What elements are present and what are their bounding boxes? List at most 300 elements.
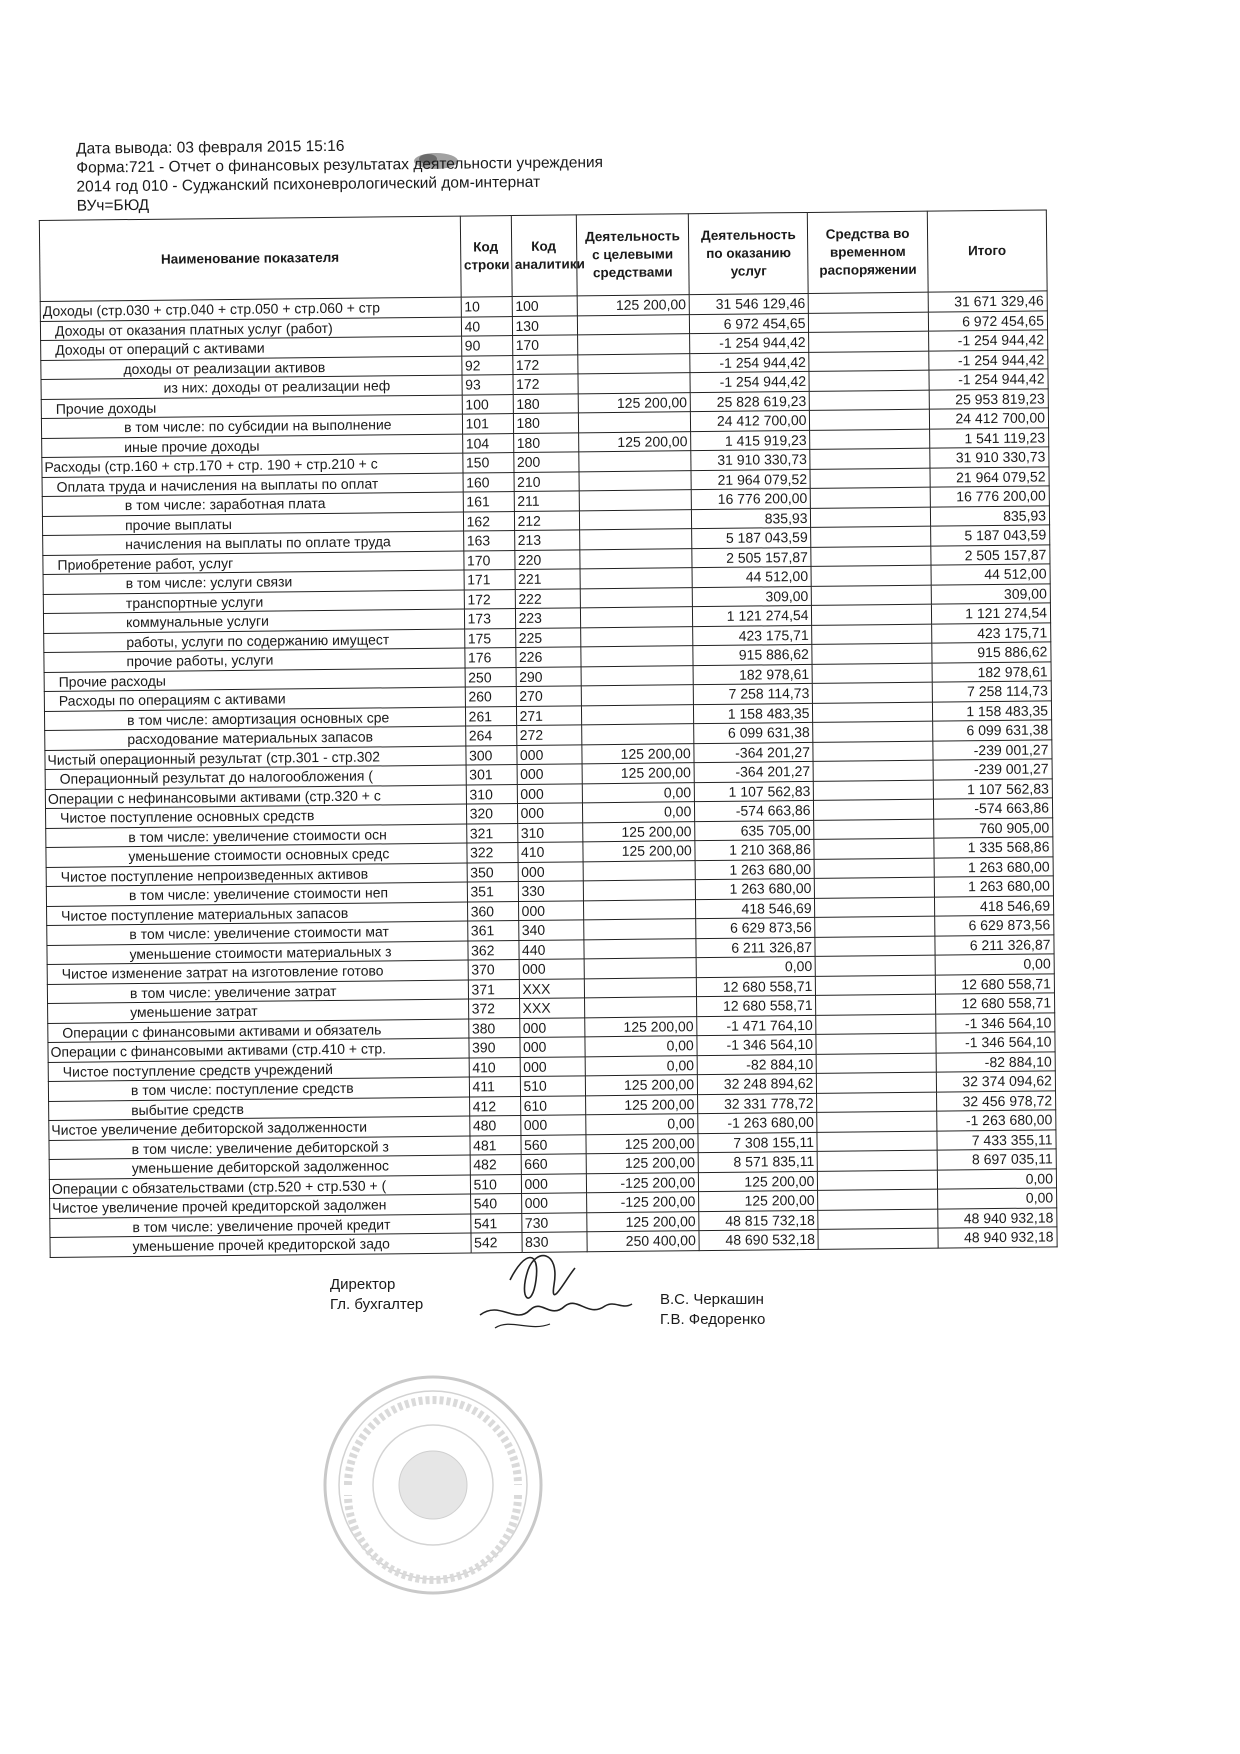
row-analytic-code: XXX [519, 998, 584, 1018]
row-temporary-funds [814, 760, 933, 781]
row-code: 104 [462, 433, 513, 453]
row-temporary-funds [817, 1053, 936, 1074]
row-code: 264 [465, 726, 516, 746]
row-analytic-code: 000 [520, 1115, 585, 1135]
row-name: иные прочие доходы [42, 434, 463, 458]
row-name: Расходы по операциям с активами [44, 687, 465, 711]
row-target-funds [578, 373, 691, 394]
row-total: 48 940 932,18 [937, 1207, 1056, 1228]
row-name: уменьшение стоимости материальных з [47, 941, 468, 965]
row-analytic-code: 172 [512, 354, 577, 374]
row-code: 320 [466, 804, 517, 824]
row-target-funds: 0,00 [582, 782, 695, 803]
row-total: 1 335 568,86 [934, 837, 1053, 858]
row-code: 260 [465, 687, 516, 707]
row-analytic-code: 225 [515, 627, 580, 647]
row-name: Прочие доходы [41, 395, 462, 419]
report-sheet [38, 129, 1070, 1257]
row-total: -574 663,86 [933, 798, 1052, 819]
row-temporary-funds [817, 1092, 936, 1113]
row-temporary-funds [815, 916, 934, 937]
official-seal [318, 1370, 548, 1600]
row-services-funds: 48 690 532,18 [699, 1229, 818, 1250]
row-temporary-funds [810, 429, 929, 450]
row-services-funds: 423 175,71 [693, 625, 812, 646]
row-services-funds: 309,00 [692, 586, 811, 607]
signature-titles [330, 1275, 423, 1315]
row-analytic-code: 310 [517, 822, 582, 842]
row-target-funds [579, 548, 692, 569]
row-services-funds: 6 099 631,38 [694, 722, 813, 743]
row-name: Прочие расходы [44, 668, 465, 692]
row-target-funds [583, 860, 696, 881]
row-total: -1 346 564,10 [936, 1032, 1055, 1053]
row-total: 44 512,00 [931, 564, 1050, 585]
row-services-funds: 48 815 732,18 [699, 1210, 818, 1231]
row-code: 362 [467, 940, 518, 960]
row-target-funds [579, 470, 692, 491]
row-temporary-funds [818, 1209, 937, 1230]
row-target-funds: 250 400,00 [586, 1231, 699, 1252]
row-total: -239 001,27 [933, 739, 1052, 760]
row-total: 5 187 043,59 [930, 525, 1049, 546]
row-total: 25 953 819,23 [929, 388, 1048, 409]
row-code: 541 [470, 1213, 521, 1233]
row-total: 32 456 978,72 [936, 1090, 1055, 1111]
row-name: уменьшение дебиторской задолженнос [49, 1155, 470, 1179]
row-total: 1 263 680,00 [934, 876, 1053, 897]
row-name: в том числе: увеличение стоимости мат [47, 921, 468, 945]
row-name: коммунальные услуги [43, 609, 464, 633]
row-target-funds [580, 587, 693, 608]
row-name: в том числе: увеличение затрат [47, 980, 468, 1004]
row-services-funds: 1 210 368,86 [695, 839, 814, 860]
row-temporary-funds [811, 507, 930, 528]
row-total: 31 671 329,46 [928, 291, 1047, 312]
row-analytic-code: 210 [514, 471, 579, 491]
row-target-funds [584, 997, 697, 1018]
row-total: 182 978,61 [932, 661, 1051, 682]
row-temporary-funds [814, 819, 933, 840]
row-name: уменьшение прочей кредиторской задо [50, 1233, 471, 1257]
row-code: 171 [464, 570, 515, 590]
row-services-funds: 1 158 483,35 [694, 703, 813, 724]
row-temporary-funds [813, 721, 932, 742]
row-analytic-code: 226 [515, 647, 580, 667]
row-analytic-code: 830 [521, 1232, 586, 1252]
row-services-funds: 635 705,00 [695, 820, 814, 841]
row-services-funds: 31 910 330,73 [691, 449, 810, 470]
row-services-funds: -1 263 680,00 [698, 1112, 817, 1133]
row-temporary-funds [814, 838, 933, 859]
row-target-funds [578, 412, 691, 433]
row-services-funds: -1 471 764,10 [697, 1015, 816, 1036]
row-name: начисления на выплаты по оплате труда [43, 531, 464, 555]
row-name: Приобретение работ, услуг [43, 551, 464, 575]
row-analytic-code: 180 [513, 413, 578, 433]
row-temporary-funds [811, 487, 930, 508]
row-total: 760 905,00 [933, 817, 1052, 838]
row-code: 390 [468, 1038, 519, 1058]
row-analytic-code: 340 [518, 920, 583, 940]
row-temporary-funds [811, 546, 930, 567]
row-analytic-code: 000 [517, 764, 582, 784]
row-total: 423 175,71 [931, 622, 1050, 643]
row-analytic-code: 100 [512, 296, 577, 316]
table-body [40, 291, 1057, 1257]
row-code: 175 [464, 628, 515, 648]
row-total: 1 121 274,54 [931, 603, 1050, 624]
row-temporary-funds [815, 936, 934, 957]
row-analytic-code: 130 [512, 315, 577, 335]
row-total: -1 263 680,00 [936, 1110, 1055, 1131]
row-analytic-code: 000 [517, 783, 582, 803]
row-temporary-funds [816, 975, 935, 996]
row-temporary-funds [816, 1033, 935, 1054]
row-temporary-funds [815, 877, 934, 898]
row-target-funds: 0,00 [582, 802, 695, 823]
row-target-funds: 125 200,00 [582, 821, 695, 842]
row-code: 10 [461, 297, 512, 317]
row-code: 351 [467, 882, 518, 902]
row-total: 2 505 157,87 [931, 544, 1050, 565]
row-name: из них: доходы от реализации неф [41, 375, 462, 399]
row-analytic-code: 000 [520, 1056, 585, 1076]
row-temporary-funds [814, 780, 933, 801]
row-code: 101 [462, 414, 513, 434]
row-name: доходы от реализации активов [41, 356, 462, 380]
row-target-funds: 125 200,00 [582, 841, 695, 862]
row-total: 6 211 326,87 [935, 934, 1054, 955]
column-header: Код аналитики [511, 215, 577, 297]
row-analytic-code: 000 [521, 1173, 586, 1193]
row-services-funds: -82 884,10 [697, 1054, 816, 1075]
row-target-funds [579, 529, 692, 550]
row-services-funds: 125 200,00 [699, 1171, 818, 1192]
row-name: прочие работы, услуги [44, 648, 465, 672]
institution-line: 2014 год 010 - Суджанский психоневрологический дом-интернат [76, 173, 541, 196]
row-services-funds: 125 200,00 [699, 1190, 818, 1211]
row-code: 310 [466, 784, 517, 804]
column-header: Деятельность по оказанию услуг [689, 212, 809, 294]
row-target-funds [584, 958, 697, 979]
row-services-funds: 182 978,61 [693, 664, 812, 685]
row-target-funds [580, 646, 693, 667]
row-target-funds: 125 200,00 [581, 743, 694, 764]
row-name: Оплата труда и начисления на выплаты по оплат [42, 473, 463, 497]
row-analytic-code: 211 [514, 491, 579, 511]
row-analytic-code: 330 [518, 881, 583, 901]
row-services-funds: -1 346 564,10 [697, 1034, 816, 1055]
row-target-funds [581, 665, 694, 686]
row-analytic-code: 660 [521, 1154, 586, 1174]
row-temporary-funds [818, 1189, 937, 1210]
row-temporary-funds [809, 370, 928, 391]
row-code: 361 [467, 921, 518, 941]
row-analytic-code: 000 [518, 861, 583, 881]
row-target-funds [580, 568, 693, 589]
row-total: 0,00 [937, 1168, 1056, 1189]
row-total: 835,93 [930, 505, 1049, 526]
row-total: 6 629 873,56 [934, 915, 1053, 936]
row-code: 176 [464, 648, 515, 668]
row-services-funds: 1 107 562,83 [695, 781, 814, 802]
row-analytic-code: 410 [517, 842, 582, 862]
row-temporary-funds [812, 585, 931, 606]
row-services-funds: -364 201,27 [694, 761, 813, 782]
signature-names [660, 1290, 765, 1330]
row-services-funds: -1 254 944,42 [690, 332, 809, 353]
row-name: Чистое изменение затрат на изготовление готово [47, 960, 468, 984]
accountant-name: Г.В. Федоренко [660, 1311, 766, 1328]
row-total: 24 412 700,00 [929, 408, 1048, 429]
row-name: в том числе: увеличение прочей кредит [50, 1214, 471, 1238]
row-total: 8 697 035,11 [937, 1149, 1056, 1170]
row-code: 172 [464, 589, 515, 609]
row-name: Доходы от операций с активами [41, 336, 462, 360]
row-target-funds: 125 200,00 [578, 392, 691, 413]
row-temporary-funds [813, 702, 932, 723]
row-target-funds [583, 899, 696, 920]
row-code: 372 [468, 999, 519, 1019]
row-name: уменьшение затрат [48, 999, 469, 1023]
row-services-funds: -574 663,86 [695, 800, 814, 821]
row-total: -1 346 564,10 [935, 1012, 1054, 1033]
row-target-funds [583, 938, 696, 959]
row-code: 482 [470, 1155, 521, 1175]
row-analytic-code: 000 [518, 900, 583, 920]
row-name: Доходы (стр.030 + стр.040 + стр.050 + стр.060 + стр [40, 297, 461, 321]
form-title: Форма:721 - Отчет о финансовых результатах деятельности учреждения [76, 154, 604, 177]
row-target-funds: 125 200,00 [577, 295, 690, 316]
row-name: в том числе: заработная плата [42, 492, 463, 516]
row-total: 12 680 558,71 [935, 993, 1054, 1014]
row-services-funds: 21 964 079,52 [691, 469, 810, 490]
row-services-funds: -1 254 944,42 [690, 371, 809, 392]
row-name: Чистое увеличение дебиторской задолженности [49, 1116, 470, 1140]
row-services-funds: 16 776 200,00 [691, 488, 810, 509]
row-total: 32 374 094,62 [936, 1071, 1055, 1092]
row-total: 1 541 119,23 [929, 427, 1048, 448]
row-temporary-funds [816, 994, 935, 1015]
row-target-funds [578, 451, 691, 472]
row-services-funds: 8 571 835,11 [698, 1151, 817, 1172]
row-services-funds: 915 886,62 [693, 644, 812, 665]
row-temporary-funds [812, 643, 931, 664]
row-name: работы, услуги по содержанию имущест [44, 629, 465, 653]
row-code: 161 [463, 492, 514, 512]
row-target-funds: 125 200,00 [582, 763, 695, 784]
row-temporary-funds [810, 390, 929, 411]
row-analytic-code: 290 [516, 666, 581, 686]
row-temporary-funds [815, 897, 934, 918]
row-target-funds: 125 200,00 [578, 431, 691, 452]
row-code: 162 [463, 511, 514, 531]
row-target-funds [577, 334, 690, 355]
row-analytic-code: 170 [512, 335, 577, 355]
row-services-funds: 6 211 326,87 [696, 937, 815, 958]
row-services-funds: 418 546,69 [696, 898, 815, 919]
row-services-funds: 44 512,00 [692, 566, 811, 587]
row-name: Чистое поступление основных средств [46, 804, 467, 828]
row-target-funds [579, 509, 692, 530]
row-code: 480 [469, 1116, 520, 1136]
row-target-funds: 0,00 [585, 1114, 698, 1135]
row-analytic-code: 730 [521, 1212, 586, 1232]
row-temporary-funds [815, 858, 934, 879]
row-services-funds: -364 201,27 [694, 742, 813, 763]
row-target-funds [577, 314, 690, 335]
row-services-funds: 7 258 114,73 [693, 683, 812, 704]
row-services-funds: 32 331 778,72 [698, 1093, 817, 1114]
row-name: Операции с нефинансовыми активами (стр.320 + с [45, 785, 466, 809]
row-target-funds: 125 200,00 [585, 1094, 698, 1115]
row-temporary-funds [816, 1014, 935, 1035]
row-target-funds [583, 919, 696, 940]
row-analytic-code: 000 [517, 803, 582, 823]
row-code: 90 [461, 336, 512, 356]
row-temporary-funds [818, 1170, 937, 1191]
row-total: 1 158 483,35 [932, 700, 1051, 721]
row-total: -1 254 944,42 [928, 349, 1047, 370]
column-header: Средства во временном распоряжении [808, 211, 928, 293]
row-temporary-funds [818, 1228, 937, 1249]
row-name: в том числе: увеличение стоимости осн [46, 824, 467, 848]
row-code: 321 [466, 823, 517, 843]
row-name: Чистое увеличение прочей кредиторской задолжен [50, 1194, 471, 1218]
row-code: 322 [466, 843, 517, 863]
row-analytic-code: 172 [512, 374, 577, 394]
row-temporary-funds [810, 468, 929, 489]
row-temporary-funds [809, 312, 928, 333]
row-target-funds: 125 200,00 [586, 1153, 699, 1174]
row-analytic-code: 000 [519, 1017, 584, 1037]
row-total: 1 263 680,00 [934, 856, 1053, 877]
row-code: 170 [463, 550, 514, 570]
row-analytic-code: 223 [515, 608, 580, 628]
row-name: Чистое поступление материальных запасов [47, 902, 468, 926]
row-temporary-funds [813, 663, 932, 684]
row-services-funds: 5 187 043,59 [692, 527, 811, 548]
column-header: Наименование показателя [39, 216, 460, 301]
row-services-funds: 1 263 680,00 [696, 878, 815, 899]
row-temporary-funds [810, 448, 929, 469]
row-total: 6 972 454,65 [928, 310, 1047, 331]
row-code: 173 [464, 609, 515, 629]
row-name: расходование материальных запасов [45, 726, 466, 750]
row-code: 542 [471, 1232, 522, 1252]
row-temporary-funds [814, 799, 933, 820]
row-total: 31 910 330,73 [929, 447, 1048, 468]
row-code: 150 [462, 453, 513, 473]
row-name: выбытие средств [49, 1097, 470, 1121]
row-code: 301 [466, 765, 517, 785]
row-total: 309,00 [931, 583, 1050, 604]
row-services-funds: 12 680 558,71 [697, 995, 816, 1016]
row-name: Операции с финансовыми активами (стр.410 + стр. [48, 1038, 469, 1062]
row-services-funds: 31 546 129,46 [689, 293, 808, 314]
accountant-title: Гл. бухгалтер [330, 1296, 424, 1313]
row-services-funds: 6 629 873,56 [696, 917, 815, 938]
row-total: 7 433 355,11 [937, 1129, 1056, 1150]
row-temporary-funds [816, 955, 935, 976]
row-total: 7 258 114,73 [932, 681, 1051, 702]
row-services-funds: 1 263 680,00 [695, 859, 814, 880]
row-analytic-code: 610 [520, 1095, 585, 1115]
director-name: В.С. Черкашин [660, 1291, 764, 1308]
row-services-funds: 25 828 619,23 [690, 391, 809, 412]
row-temporary-funds [818, 1150, 937, 1171]
row-services-funds: -1 254 944,42 [690, 352, 809, 373]
row-target-funds: 125 200,00 [585, 1133, 698, 1154]
row-target-funds: 0,00 [585, 1055, 698, 1076]
row-analytic-code: 000 [519, 1037, 584, 1057]
row-total: -1 254 944,42 [928, 330, 1047, 351]
row-code: 261 [465, 706, 516, 726]
row-code: 371 [468, 979, 519, 999]
row-total: 21 964 079,52 [930, 466, 1049, 487]
row-code: 410 [469, 1057, 520, 1077]
row-name: Расходы (стр.160 + стр.170 + стр. 190 + стр.210 + с [42, 453, 463, 477]
row-target-funds: 125 200,00 [585, 1075, 698, 1096]
row-code: 380 [468, 1018, 519, 1038]
row-code: 370 [468, 960, 519, 980]
row-services-funds: 6 972 454,65 [690, 313, 809, 334]
row-analytic-code: 221 [515, 569, 580, 589]
row-code: 163 [463, 531, 514, 551]
row-temporary-funds [813, 682, 932, 703]
row-temporary-funds [810, 409, 929, 430]
row-total: 418 546,69 [934, 895, 1053, 916]
row-code: 350 [467, 862, 518, 882]
row-name: Операции с обязательствами (стр.520 + стр.530 + ( [49, 1175, 470, 1199]
row-services-funds: 12 680 558,71 [697, 976, 816, 997]
row-code: 510 [470, 1174, 521, 1194]
row-target-funds [581, 724, 694, 745]
row-analytic-code: 440 [518, 939, 583, 959]
row-name: транспортные услуги [43, 590, 464, 614]
row-services-funds: 32 248 894,62 [698, 1073, 817, 1094]
row-target-funds [581, 704, 694, 725]
row-analytic-code: 000 [519, 959, 584, 979]
row-analytic-code: 200 [513, 452, 578, 472]
row-name: уменьшение стоимости основных средс [46, 843, 467, 867]
row-name: в том числе: увеличение стоимости неп [46, 882, 467, 906]
row-analytic-code: 212 [514, 510, 579, 530]
row-code: 300 [465, 745, 516, 765]
row-target-funds: -125 200,00 [586, 1192, 699, 1213]
row-name: в том числе: амортизация основных сре [44, 707, 465, 731]
row-name: в том числе: увеличение дебиторской з [49, 1136, 470, 1160]
row-services-funds: 24 412 700,00 [691, 410, 810, 431]
row-analytic-code: 000 [521, 1193, 586, 1213]
row-code: 481 [470, 1135, 521, 1155]
row-temporary-funds [811, 565, 930, 586]
row-temporary-funds [813, 741, 932, 762]
row-name: в том числе: по субсидии на выполнение [41, 414, 462, 438]
row-temporary-funds [811, 526, 930, 547]
row-target-funds [579, 490, 692, 511]
row-total: 12 680 558,71 [935, 973, 1054, 994]
row-total: 16 776 200,00 [930, 486, 1049, 507]
row-target-funds [577, 353, 690, 374]
row-name: Доходы от оказания платных услуг (работ) [40, 317, 461, 341]
row-code: 360 [467, 901, 518, 921]
row-name: в том числе: услуги связи [43, 570, 464, 594]
row-temporary-funds [817, 1111, 936, 1132]
row-code: 92 [461, 355, 512, 375]
row-analytic-code: 180 [513, 393, 578, 413]
